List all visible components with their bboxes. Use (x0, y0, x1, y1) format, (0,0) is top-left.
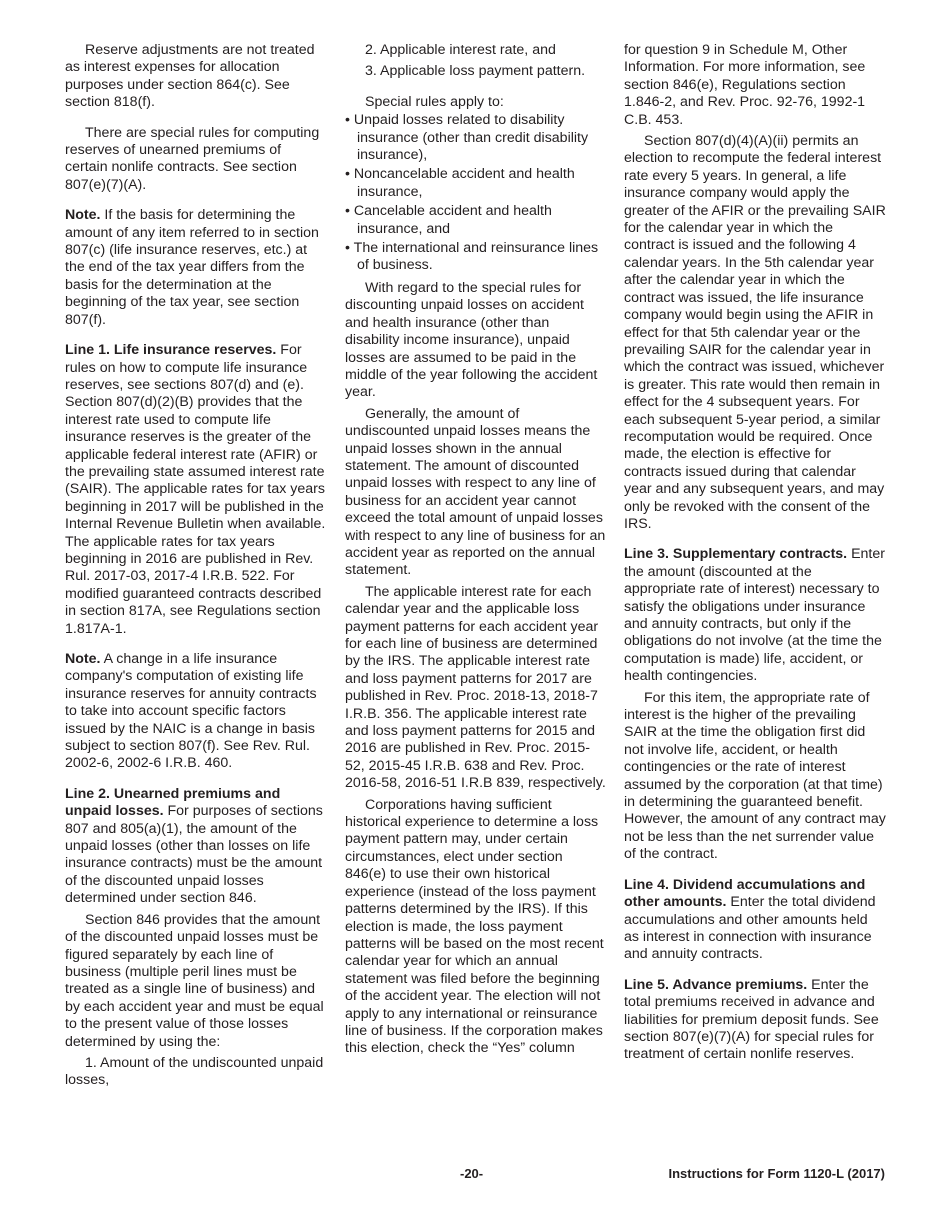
paragraph-section-807: Section 807(d)(4)(A)(ii) permits an election to recompute the federal interest rate every 5 years. In general, a life insurance company would apply the greater of the AFIR or the prevailing SAIR for the calendar year in which the contract is issued and the following 4 calendar years. In the 5th calendar year after the calendar year in which the contract was issued, the life insurance company would begin using the AFIR in effect for that 5th calendar year or the prevailing SAIR for the calendar year in which the contract was issued, whichever is greater. This rate would then remain in effect for the 4 subsequent years. For each subsequent 5-year period, a similar recomputation would be required. Once made, the election is effective for contracts issued during that calendar year and any subsequent years, and may only be revoked with the consent of the IRS. (624, 133, 886, 532)
line-3-heading: Line 3. Supplementary contracts. (624, 546, 848, 563)
column-middle (345, 42, 607, 1062)
line-4-heading: Line 4. Dividend accumulations and other amounts. (624, 876, 866, 911)
line-2-text: For purposes of sections 807 and 805(a)(1), the amount of the unpaid losses (other than losses on life insurance contracts) must be the amount of the discounted unpaid losses determined under section 846. (65, 803, 323, 907)
section-line-4 (624, 877, 886, 964)
note-basis (65, 207, 327, 329)
paragraph-corporations: Corporations having sufficient historical experience to determine a loss payment pattern may, under certain circumstances, elect under section 846(e) to use their own historical experience (instead of the loss payment patterns determined by the IRS). If this election is made, the loss payment patterns will be based on the most recent calendar year for which an annual statement was filed before the beginning of the accident year. The election will not apply to any international or reinsurance line of business. If the corporation makes this election, check the “Yes” column (345, 796, 604, 1057)
note-label: Note. (65, 651, 101, 667)
line-1-text: For rules on how to compute life insurance reserves, see sections 807(d) and (e). Section 807(d)(2)(B) provides that the interest rate used to compute life insurance reserves is the greater of the applicable federal interest rate (AFIR) or the prevailing state assumed interest rate (SAIR). The applicable rates for tax years beginning in 2017 will be published in the Internal Revenue Bulletin when available. The applicable rates for tax years beginning in 2016 are published in Rev. Rul. 2017-03, 2017-4 I.R.B. 522. For modified guaranteed contracts described in section 817A, see Regulations section 1.817A-1. (65, 342, 326, 637)
column-left (65, 42, 327, 1094)
section-line-5 (624, 977, 886, 1064)
bullet-item: • Noncancelable accident and health insurance, (345, 166, 575, 200)
page-footer (65, 1166, 885, 1186)
bullet-item: • Cancelable accident and health insurance, and (345, 203, 552, 237)
list-item-3: 3. Applicable loss payment pattern. (365, 63, 586, 80)
note-text: If the basis for determining the amount of any item referred to in section 807(c) (life insurance reserves, etc.) at the end of the tax year differs from the basis for the determination at the beginning of the tax year, see section 807(f). (65, 207, 319, 328)
line-1-heading: Line 1. Life insurance reserves. (65, 342, 277, 359)
paragraph-applicable-rate: The applicable interest rate for each calendar year and the applicable loss payment patterns for each accident year for each line of business are determined by the IRS. The applicable interest rate and loss payment patterns for 2017 are published in Rev. Proc. 2018-13, 2018-7 I.R.B. 356. The applicable interest rate and loss payment patterns for 2015 and 2016 are published in Rev. Proc. 2015-52, 2015-45 I.R.B. 638 and Rev. Proc. 2016-58, 2016-51 I.R.B 839, respectively. (345, 583, 606, 792)
paragraph-section-846: Section 846 provides that the amount of the discounted unpaid losses must be figured separately by each line of business (multiple peril lines must be treated as a single line of business) and by each accident year and must be equal to the present value of those losses determined by using the: (65, 911, 324, 1050)
section-line-1 (65, 342, 327, 638)
section-line-2 (65, 786, 327, 908)
bullet-item: • Unpaid losses related to disability insurance (other than credit disability insurance), (345, 112, 589, 164)
list-item-1: 1. Amount of the undiscounted unpaid losses, (65, 1054, 324, 1089)
line-5-text: Enter the total premiums received in advance and liabilities for premium deposit funds. See section 807(e)(7)(A) for special rules for treatment of certain nonlife reserves. (624, 976, 879, 1063)
bullet-item: • The international and reinsurance lines of business. (345, 240, 599, 274)
line-3-text: Enter the amount (discounted at the appropriate rate of interest) necessary to satisfy the obligations under insurance and annuity contracts, but only if the obligations do not involve (at the time the computation is made) life, accident, or health contingencies. (624, 546, 885, 685)
section-line-3 (624, 546, 886, 685)
list-item-2: 2. Applicable interest rate, and (365, 42, 556, 58)
paragraph-appropriate-rate: For this item, the appropriate rate of interest is the higher of the prevailing SAIR at the time the obligation first did not involve life, accident, or health contingencies or the rate of interest assumed by the corporation (at that time) in determining the guaranteed benefit. However, the amount of any contract may not be less than the net surrender value of the contract. (624, 689, 886, 863)
paragraph-regard: With regard to the special rules for discounting unpaid losses on accident and health insurance (other than disability income insurance), unpaid losses are assumed to be paid in the middle of the year following the accident year. (345, 279, 598, 401)
line-4-text: Enter the total dividend accumulations and other amounts held as interest in connection with insurance and annuity contracts. (624, 894, 876, 963)
paragraph-generally: Generally, the amount of undiscounted unpaid losses means the unpaid losses shown in the annual statement. The amount of discounted unpaid losses with respect to any line of business for an accident year cannot exceed the total amount of unpaid losses with respect to any line of business for an accident year as reported on the annual statement. (345, 405, 606, 579)
paragraph-reserve-adjustments: Reserve adjustments are not treated as interest expenses for allocation purposes under section 864(c). See section 818(f). (65, 42, 315, 111)
line-5-heading: Line 5. Advance premiums. (624, 976, 808, 993)
note-label: Note. (65, 207, 101, 224)
paragraph-continued: for question 9 in Schedule M, Other Information. For more information, see section 846(e), Regulations section 1.846-2, and Rev. Proc. 92-76, 1992-1 C.B. 453. (624, 42, 866, 128)
note-annuity (65, 651, 327, 773)
special-rules-intro: Special rules apply to: (365, 93, 504, 110)
note-text: A change in a life insurance company's computation of existing life insurance reserves for annuity contracts to take into account specific factors issued by the NAIC is a change in basis subject to section 807(f). See Rev. Rul. 2002-6, 2002-6 I.R.B. 460. (65, 651, 317, 772)
paragraph-special-rules-unearned: There are special rules for computing reserves of unearned premiums of certain nonlife contracts. See section 807(e)(7)(A). (65, 124, 320, 193)
column-right (624, 42, 886, 1077)
line-2-heading: Line 2. Unearned premiums and unpaid losses. (65, 785, 281, 820)
page-number: -20- (460, 1166, 484, 1181)
form-title: Instructions for Form 1120-L (2017) (668, 1166, 885, 1181)
